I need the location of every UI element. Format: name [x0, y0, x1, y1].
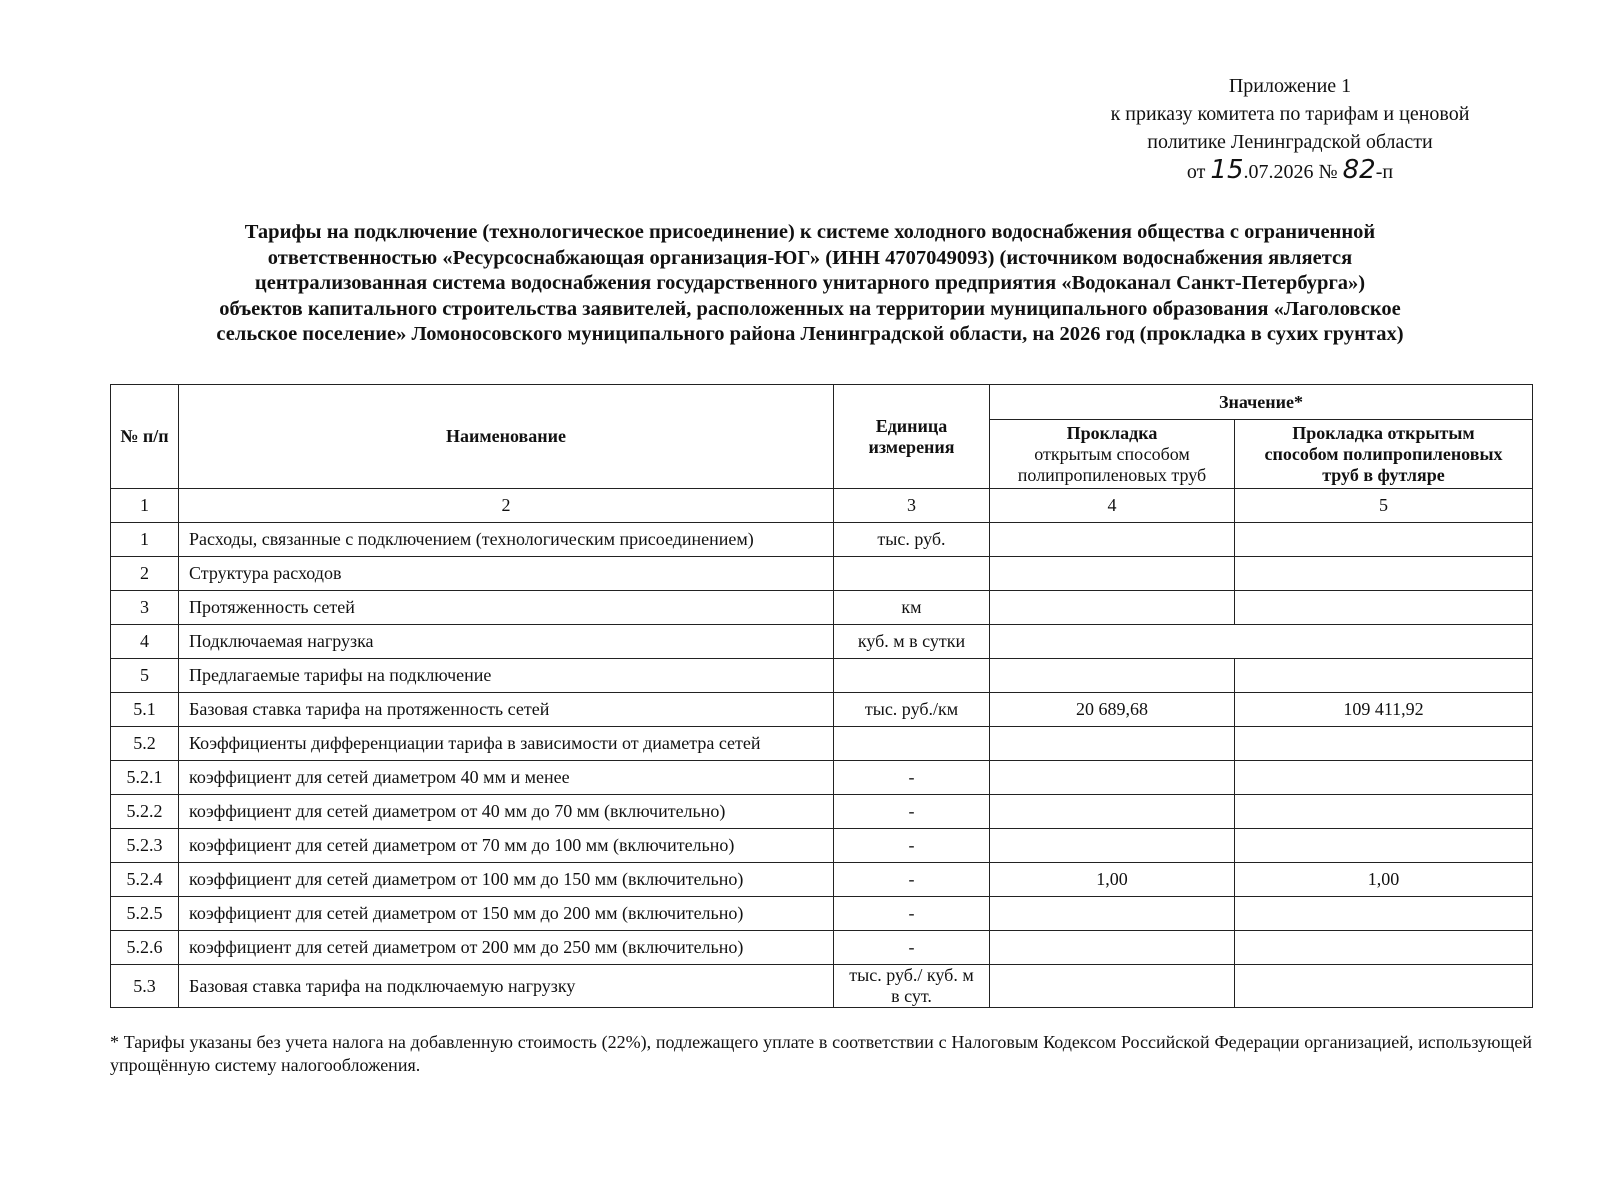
row-unit: км — [834, 591, 990, 625]
row-value-col4 — [990, 727, 1235, 761]
row-unit — [834, 727, 990, 761]
table-row — [111, 693, 1533, 727]
row-unit: - — [834, 931, 990, 965]
tariffs-table — [110, 384, 1533, 1008]
row-unit: тыс. руб. — [834, 523, 990, 557]
row-value-col4 — [990, 829, 1235, 863]
header-col4 — [990, 420, 1235, 489]
row-name: Подключаемая нагрузка — [179, 625, 834, 659]
table-row — [111, 727, 1533, 761]
appendix-header — [1060, 72, 1520, 186]
table-row — [111, 591, 1533, 625]
header-value: Значение* — [990, 385, 1533, 420]
header-col5-line: способом полипропиленовых — [1264, 443, 1503, 464]
row-name: коэффициент для сетей диаметром 40 мм и менее — [179, 761, 834, 795]
table-row — [111, 829, 1533, 863]
appendix-order-line: к приказу комитета по тарифам и ценовой — [1110, 103, 1470, 125]
row-name: Расходы, связанные с подключением (технологическим присоединением) — [179, 523, 834, 557]
row-value-col4: 20 689,68 — [990, 693, 1235, 727]
column-number-row — [111, 489, 1533, 523]
row-unit: - — [834, 863, 990, 897]
table-row — [111, 897, 1533, 931]
table-row — [111, 625, 1533, 659]
row-unit: - — [834, 829, 990, 863]
row-value-col5 — [1235, 761, 1533, 795]
header-col5-line: труб в футляре — [1322, 464, 1445, 485]
row-value-col4 — [990, 659, 1235, 693]
row-value-col4 — [990, 557, 1235, 591]
row-value-col4 — [990, 897, 1235, 931]
row-unit: тыс. руб./км — [834, 693, 990, 727]
row-num: 5.2.3 — [111, 829, 179, 863]
row-value-merged — [990, 625, 1533, 659]
table-row — [111, 965, 1533, 1008]
row-num: 3 — [111, 591, 179, 625]
header-unit-line: измерения — [868, 436, 955, 457]
handwritten-number: 82 — [1342, 155, 1376, 185]
row-num: 5 — [111, 659, 179, 693]
appendix-date-line — [1060, 156, 1520, 186]
table-row — [111, 795, 1533, 829]
column-number: 3 — [834, 489, 990, 523]
row-value-col5: 109 411,92 — [1235, 693, 1533, 727]
row-num: 5.2.1 — [111, 761, 179, 795]
row-value-col5 — [1235, 727, 1533, 761]
header-unit — [834, 385, 990, 489]
row-name: коэффициент для сетей диаметром от 200 мм до 250 мм (включительно) — [179, 931, 834, 965]
row-value-col5 — [1235, 965, 1533, 1008]
table-row — [111, 523, 1533, 557]
row-value-col4 — [990, 523, 1235, 557]
header-num: № п/п — [111, 385, 179, 489]
row-value-col4 — [990, 591, 1235, 625]
row-value-col5 — [1235, 659, 1533, 693]
row-unit-line: в сут. — [891, 986, 932, 1006]
row-unit — [834, 659, 990, 693]
header-col5 — [1235, 420, 1533, 489]
row-unit — [834, 965, 990, 1008]
row-num: 5.1 — [111, 693, 179, 727]
header-col5-line: Прокладка открытым — [1292, 422, 1475, 443]
row-value-col5 — [1235, 897, 1533, 931]
row-value-col4 — [990, 761, 1235, 795]
row-num: 5.2.2 — [111, 795, 179, 829]
handwritten-day: 15 — [1210, 155, 1244, 185]
title-line: сельское поселение» Ломоносовского муниципального района Ленинградской области, на 2026 год (прокладка в сухих грунтах) — [216, 323, 1404, 345]
title-line: объектов капитального строительства заявителей, расположенных на территории муниципального образования «Лаголовское — [219, 297, 1401, 320]
row-num: 5.3 — [111, 965, 179, 1008]
column-number: 2 — [179, 489, 834, 523]
row-name: Протяженность сетей — [179, 591, 834, 625]
column-number: 5 — [1235, 489, 1533, 523]
row-value-col5 — [1235, 591, 1533, 625]
number-suffix: -п — [1375, 161, 1394, 183]
row-value-col4 — [990, 965, 1235, 1008]
appendix-title: Приложение 1 — [1228, 75, 1352, 97]
row-unit: куб. м в сутки — [834, 625, 990, 659]
document-title — [110, 220, 1510, 348]
row-value-col5 — [1235, 829, 1533, 863]
row-name: Коэффициенты дифференциации тарифа в зависимости от диаметра сетей — [179, 727, 834, 761]
appendix-committee-line: политике Ленинградской области — [1147, 131, 1433, 153]
row-value-col5 — [1235, 795, 1533, 829]
title-line: ответственностью «Ресурсоснабжающая организация-ЮГ» (ИНН 4707049093) (источником водоснабжения является — [267, 246, 1353, 269]
title-line: Тарифы на подключение (технологическое присоединение) к системе холодного водоснабжения общества с ограниченной — [244, 221, 1376, 243]
row-name: Базовая ставка тарифа на протяженность сетей — [179, 693, 834, 727]
table-row — [111, 863, 1533, 897]
row-name: Предлагаемые тарифы на подключение — [179, 659, 834, 693]
row-value-col4: 1,00 — [990, 863, 1235, 897]
header-col4-line: открытым способом — [1034, 443, 1190, 464]
table-row — [111, 557, 1533, 591]
header-col4-line: полипропиленовых труб — [1017, 464, 1207, 485]
header-unit-line: Единица — [875, 415, 948, 436]
row-unit: - — [834, 795, 990, 829]
column-number: 4 — [990, 489, 1235, 523]
row-unit: - — [834, 761, 990, 795]
row-unit — [834, 557, 990, 591]
row-value-col4 — [990, 795, 1235, 829]
table-row — [111, 761, 1533, 795]
row-unit-line: тыс. руб./ куб. м — [849, 965, 974, 985]
date-prefix: от — [1186, 161, 1206, 183]
row-num: 2 — [111, 557, 179, 591]
row-num: 5.2.6 — [111, 931, 179, 965]
row-name: коэффициент для сетей диаметром от 40 мм до 70 мм (включительно) — [179, 795, 834, 829]
row-name: коэффициент для сетей диаметром от 70 мм до 100 мм (включительно) — [179, 829, 834, 863]
table-row — [111, 659, 1533, 693]
table-row — [111, 931, 1533, 965]
title-line: централизованная система водоснабжения государственного унитарного предприятия «Водоканал Санкт-Петербурга») — [254, 272, 1366, 294]
row-value-col5 — [1235, 931, 1533, 965]
header-col4-line: Прокладка — [1066, 422, 1158, 443]
row-num: 5.2.4 — [111, 863, 179, 897]
row-name: коэффициент для сетей диаметром от 150 мм до 200 мм (включительно) — [179, 897, 834, 931]
row-name: Структура расходов — [179, 557, 834, 591]
footnote: * Тарифы указаны без учета налога на добавленную стоимость (22%), подлежащего уплате в соответствии с Налоговым Кодексом Российской Федерации организацией, использующей упрощённую систему налогообложения. — [110, 1032, 1532, 1075]
date-rest: .07.2026 № — [1243, 161, 1338, 183]
row-unit: - — [834, 897, 990, 931]
header-name: Наименование — [179, 385, 834, 489]
row-value-col4 — [990, 931, 1235, 965]
row-value-col5 — [1235, 523, 1533, 557]
row-num: 5.2.5 — [111, 897, 179, 931]
row-value-col5 — [1235, 557, 1533, 591]
row-num: 5.2 — [111, 727, 179, 761]
row-num: 1 — [111, 523, 179, 557]
row-name: коэффициент для сетей диаметром от 100 мм до 150 мм (включительно) — [179, 863, 834, 897]
row-value-col5: 1,00 — [1235, 863, 1533, 897]
row-num: 4 — [111, 625, 179, 659]
row-name: Базовая ставка тарифа на подключаемую нагрузку — [179, 965, 834, 1008]
column-number: 1 — [111, 489, 179, 523]
